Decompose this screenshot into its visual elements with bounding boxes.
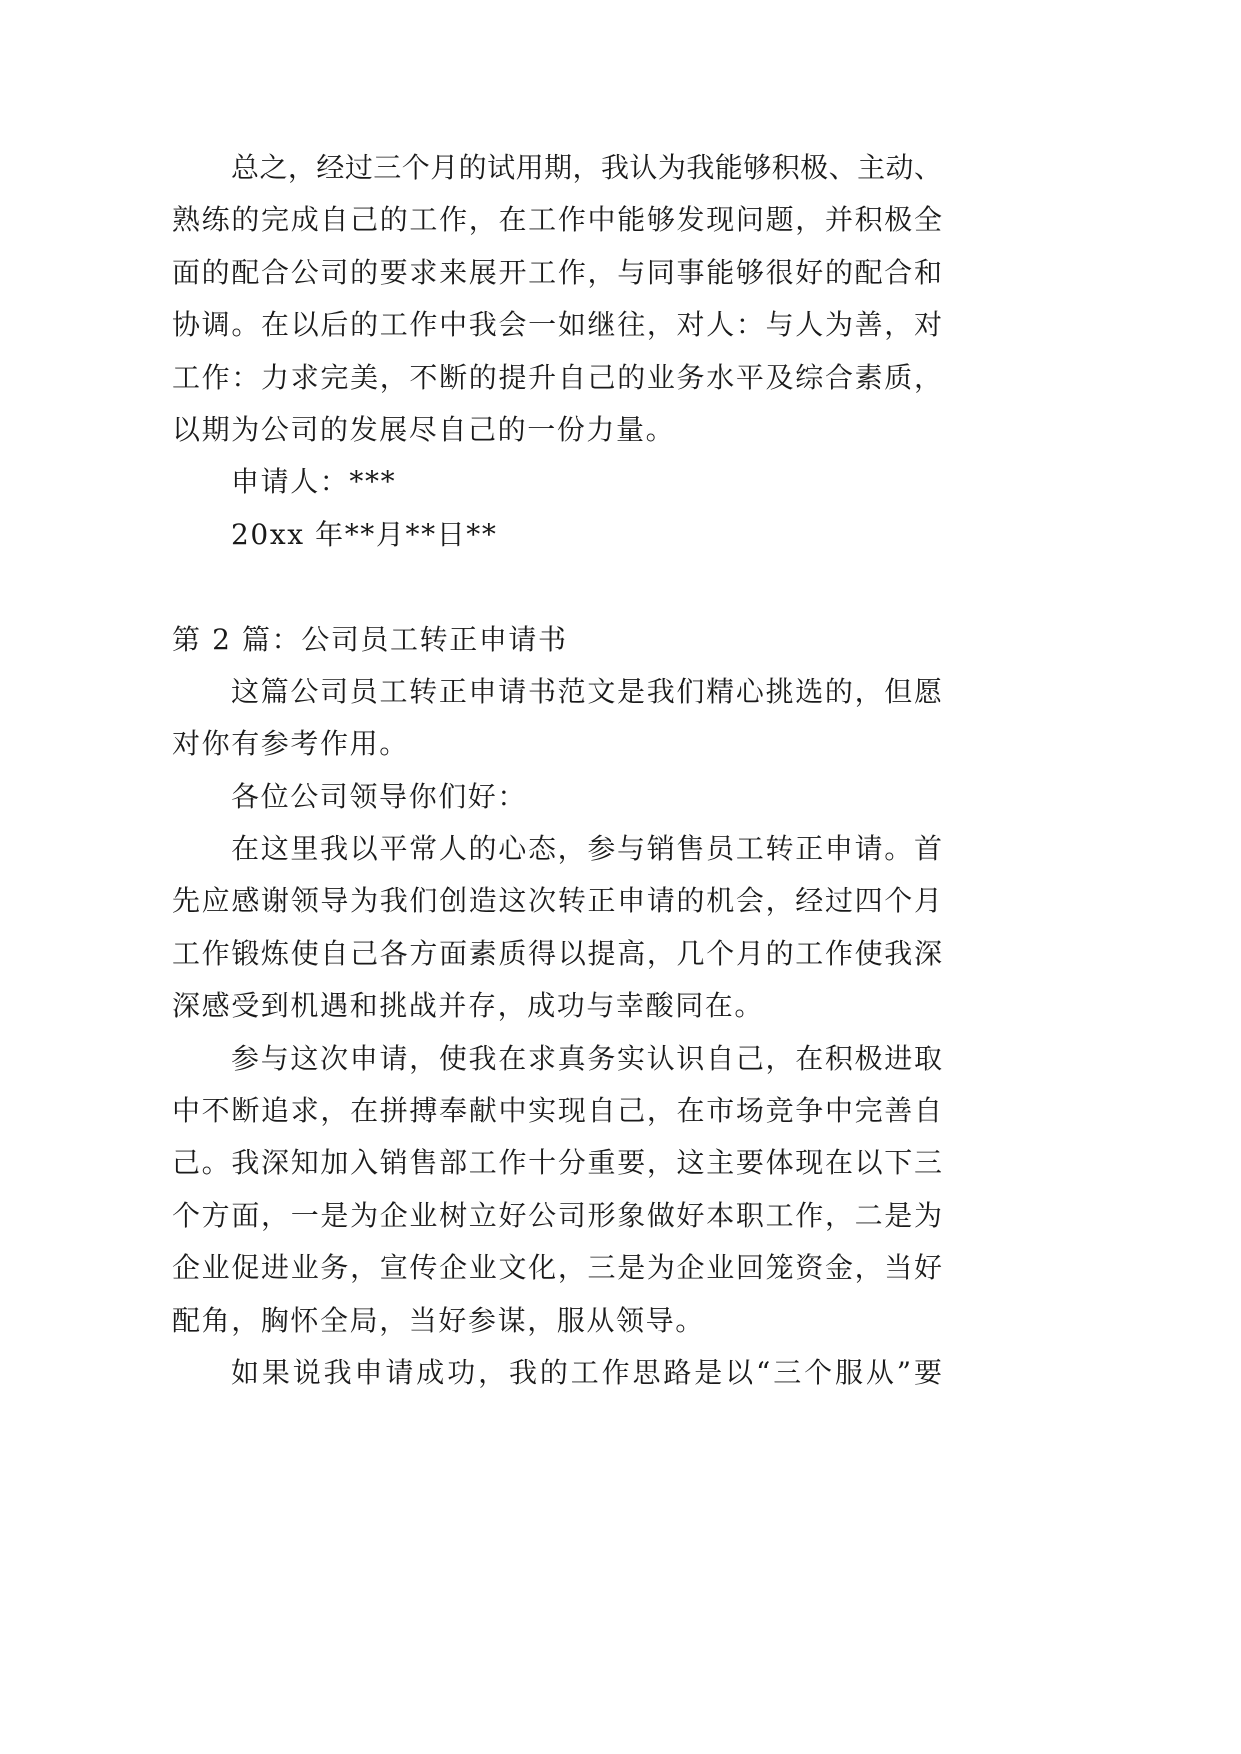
text-line: 深感受到机遇和挑战并存，成功与幸酸同在。: [172, 989, 765, 1023]
paragraph-body-3: [172, 1347, 942, 1399]
text-line: 中不断追求，在拼搏奉献中实现自己，在市场竞争中完善自: [172, 1094, 942, 1128]
text-line: 各位公司领导你们好：: [231, 779, 528, 813]
paragraph-body-2: [172, 1033, 942, 1347]
document-body: [172, 142, 942, 1399]
text-line: 面的配合公司的要求来展开工作，与同事能够很好的配合和: [172, 255, 942, 289]
signature-date: [172, 509, 942, 561]
text-line: 协调。在以后的工作中我会一如继往，对人：与人为善，对: [172, 308, 942, 342]
text-line: 工作锻炼使自己各方面素质得以提高，几个月的工作使我深: [172, 936, 942, 970]
blank-line: [172, 561, 942, 613]
section-heading: [172, 614, 942, 666]
text-line: 如果说我申请成功，我的工作思路是以“三个服从”要: [231, 1355, 942, 1389]
paragraph-conclusion: [172, 142, 942, 456]
text-line: 己。我深知加入销售部工作十分重要，这主要体现在以下三: [172, 1146, 942, 1180]
text-line: 先应感谢领导为我们创造这次转正申请的机会，经过四个月: [172, 884, 942, 918]
text-line: 总之，经过三个月的试用期，我认为我能够积极、主动、: [231, 151, 942, 184]
text-line: 企业促进业务，宣传企业文化，三是为企业回笼资金，当好: [172, 1251, 942, 1285]
text-line: 第 2 篇：公司员工转正申请书: [172, 622, 568, 656]
text-line: 申请人：***: [231, 465, 397, 499]
text-line: 以期为公司的发展尽自己的一份力量。: [172, 412, 676, 446]
text-line: 个方面，一是为企业树立好公司形象做好本职工作，二是为: [172, 1198, 942, 1232]
text-line: 20xx 年**月**日**: [231, 517, 498, 551]
salutation: [172, 771, 942, 823]
applicant-signature: [172, 456, 942, 508]
text-line: 工作：力求完美，不断的提升自己的业务水平及综合素质，: [172, 360, 942, 394]
paragraph-intro: [172, 666, 942, 771]
text-line: 参与这次申请，使我在求真务实认识自己，在积极进取: [231, 1041, 942, 1075]
text-line: 这篇公司员工转正申请书范文是我们精心挑选的，但愿: [231, 674, 942, 708]
text-line: 在这里我以平常人的心态，参与销售员工转正申请。首: [231, 832, 942, 866]
text-line: 熟练的完成自己的工作，在工作中能够发现问题，并积极全: [172, 203, 942, 237]
paragraph-body-1: [172, 823, 942, 1033]
text-line: 对你有参考作用。: [172, 727, 409, 761]
text-line: 配角，胸怀全局，当好参谋，服从领导。: [172, 1303, 705, 1337]
